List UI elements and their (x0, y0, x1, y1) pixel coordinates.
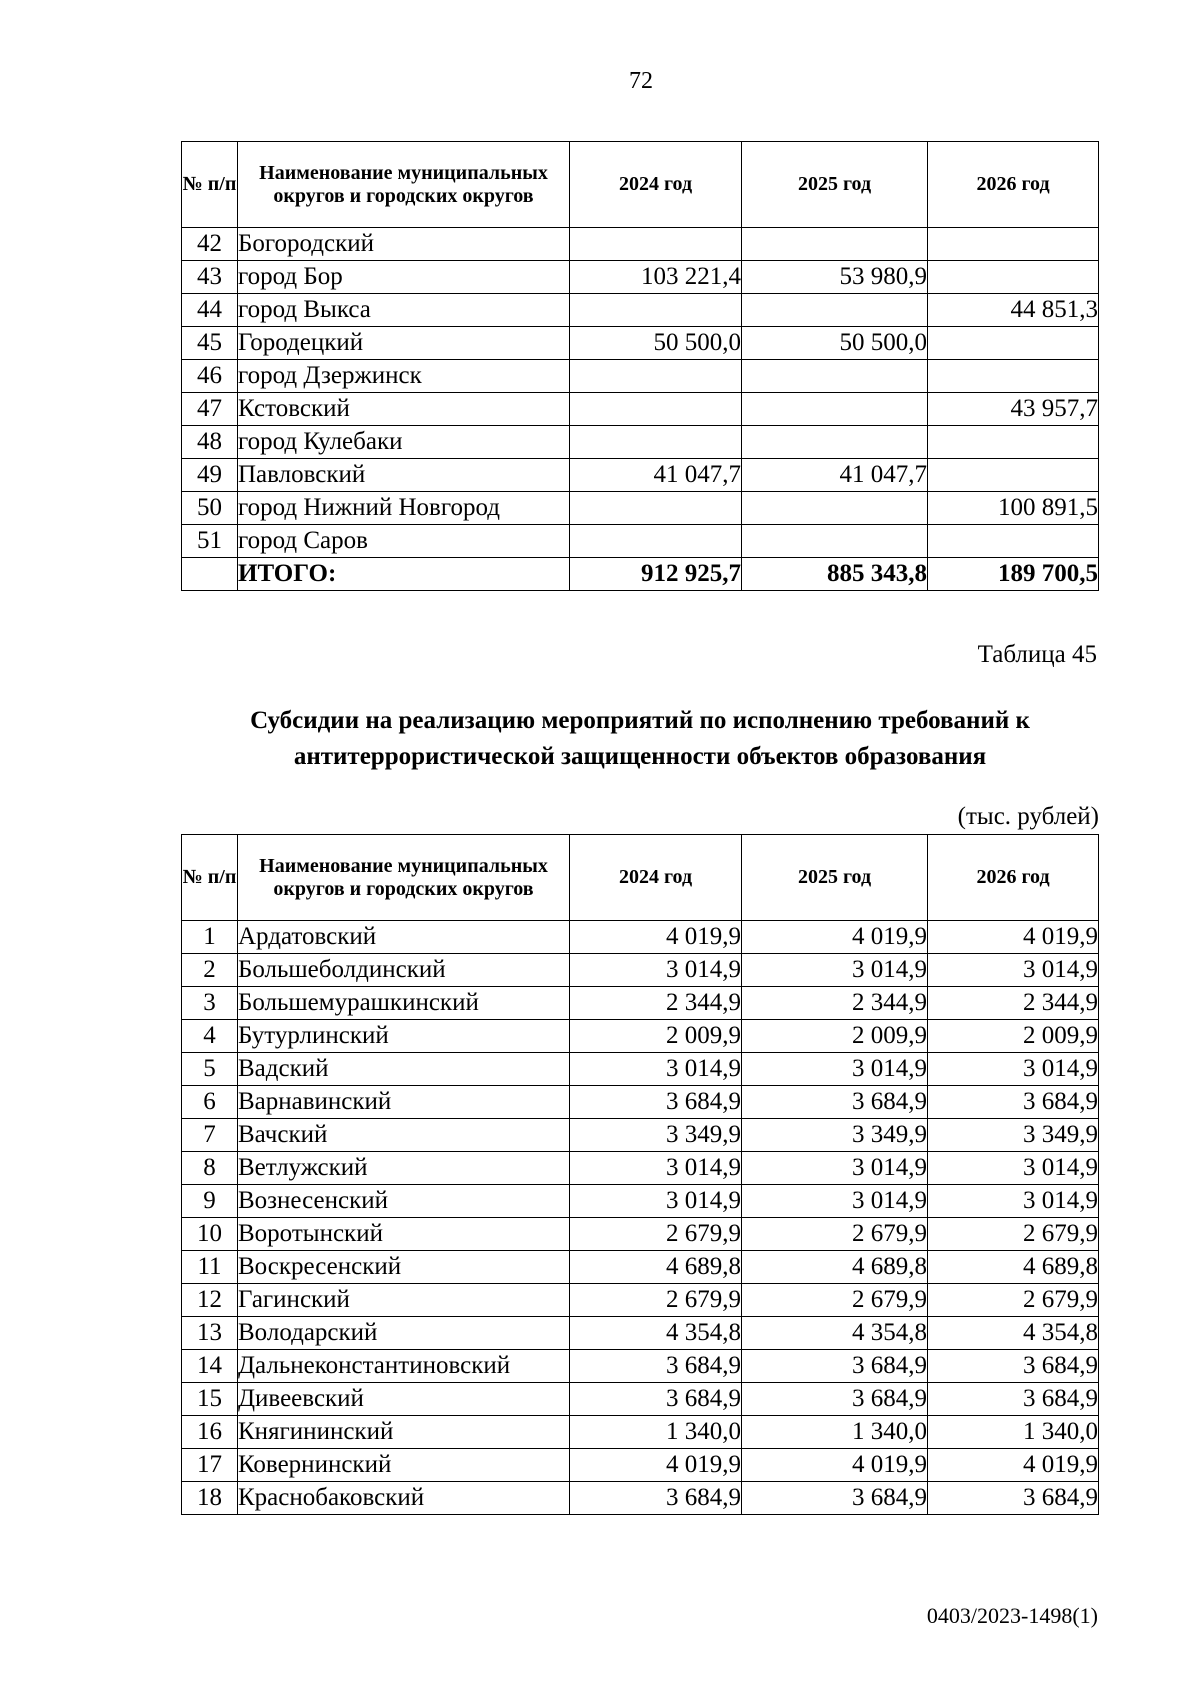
value-2026: 44 851,3 (928, 294, 1099, 327)
row-name: Бутурлинский (238, 1020, 570, 1053)
row-number: 45 (182, 327, 238, 360)
table-44-continuation (181, 141, 1099, 591)
table2-body (182, 835, 1099, 1515)
value-2025: 3 349,9 (742, 1119, 928, 1152)
value-2024: 3 349,9 (570, 1119, 742, 1152)
value-2025: 2 344,9 (742, 987, 928, 1020)
row-number: 43 (182, 261, 238, 294)
table-header-row (182, 142, 1099, 228)
value-2024: 3 014,9 (570, 954, 742, 987)
row-name: Богородский (238, 228, 570, 261)
row-name: Краснобаковский (238, 1482, 570, 1515)
table1-body (182, 142, 1099, 591)
table-row (182, 1152, 1099, 1185)
row-number: 7 (182, 1119, 238, 1152)
value-2025: 2 679,9 (742, 1218, 928, 1251)
table-row (182, 1350, 1099, 1383)
row-number: 6 (182, 1086, 238, 1119)
table-row (182, 1383, 1099, 1416)
value-2024: 3 684,9 (570, 1482, 742, 1515)
value-2026: 3 684,9 (928, 1383, 1099, 1416)
value-2025: 1 340,0 (742, 1416, 928, 1449)
table-row (182, 393, 1099, 426)
row-number: 11 (182, 1251, 238, 1284)
value-2026 (928, 261, 1099, 294)
value-2026: 3 349,9 (928, 1119, 1099, 1152)
header-name: Наименование муниципальных округов и городских округов (238, 142, 570, 228)
value-2024: 3 014,9 (570, 1053, 742, 1086)
row-name: Княгининский (238, 1416, 570, 1449)
value-2024: 3 684,9 (570, 1350, 742, 1383)
value-2026: 4 354,8 (928, 1317, 1099, 1350)
value-2025 (742, 525, 928, 558)
table-row (182, 1317, 1099, 1350)
row-number: 18 (182, 1482, 238, 1515)
row-name: Ветлужский (238, 1152, 570, 1185)
table-row (182, 1053, 1099, 1086)
value-2025: 4 019,9 (742, 921, 928, 954)
table-row (182, 1086, 1099, 1119)
row-name: город Нижний Новгород (238, 492, 570, 525)
value-2025 (742, 492, 928, 525)
value-2026: 2 344,9 (928, 987, 1099, 1020)
row-number: 4 (182, 1020, 238, 1053)
table-row (182, 459, 1099, 492)
value-2025 (742, 294, 928, 327)
row-number: 15 (182, 1383, 238, 1416)
value-2024: 2 344,9 (570, 987, 742, 1020)
value-2026 (928, 525, 1099, 558)
value-2025: 4 354,8 (742, 1317, 928, 1350)
table-row (182, 525, 1099, 558)
table-row (182, 426, 1099, 459)
header-num: № п/п (182, 835, 238, 921)
row-number: 46 (182, 360, 238, 393)
row-number: 14 (182, 1350, 238, 1383)
row-name: город Дзержинск (238, 360, 570, 393)
total-2024: 912 925,7 (570, 558, 742, 591)
table-row (182, 327, 1099, 360)
value-2024 (570, 228, 742, 261)
row-number: 51 (182, 525, 238, 558)
value-2026: 3 014,9 (928, 1185, 1099, 1218)
row-name: город Выкса (238, 294, 570, 327)
value-2025 (742, 360, 928, 393)
row-number: 16 (182, 1416, 238, 1449)
row-number: 12 (182, 1284, 238, 1317)
table-row (182, 1416, 1099, 1449)
value-2026: 3 684,9 (928, 1086, 1099, 1119)
value-2024 (570, 492, 742, 525)
value-2024: 3 684,9 (570, 1383, 742, 1416)
value-2026: 100 891,5 (928, 492, 1099, 525)
value-2026: 43 957,7 (928, 393, 1099, 426)
value-2026 (928, 327, 1099, 360)
total-empty-cell (182, 558, 238, 591)
table-row (182, 261, 1099, 294)
table-title: Субсидии на реализацию мероприятий по исполнению требований к антитеррористической защищенности объектов образования (250, 707, 1030, 770)
row-name: Гагинский (238, 1284, 570, 1317)
header-2026: 2026 год (928, 142, 1099, 228)
row-number: 49 (182, 459, 238, 492)
value-2024 (570, 393, 742, 426)
table-row (182, 228, 1099, 261)
table-row (182, 1482, 1099, 1515)
value-2025: 3 684,9 (742, 1482, 928, 1515)
row-number: 8 (182, 1152, 238, 1185)
row-number: 48 (182, 426, 238, 459)
table-row (182, 294, 1099, 327)
value-2025 (742, 393, 928, 426)
table-row (182, 1119, 1099, 1152)
value-2024: 2 679,9 (570, 1284, 742, 1317)
row-name: Дальнеконстантиновский (238, 1350, 570, 1383)
table-row (182, 1284, 1099, 1317)
value-2026: 2 009,9 (928, 1020, 1099, 1053)
value-2024: 4 689,8 (570, 1251, 742, 1284)
value-2024: 2 679,9 (570, 1218, 742, 1251)
row-name: Вознесенский (238, 1185, 570, 1218)
value-2024 (570, 426, 742, 459)
value-2025: 3 014,9 (742, 954, 928, 987)
table-header-row (182, 835, 1099, 921)
value-2026: 3 014,9 (928, 954, 1099, 987)
value-2025: 3 014,9 (742, 1185, 928, 1218)
value-2025: 53 980,9 (742, 261, 928, 294)
value-2025: 50 500,0 (742, 327, 928, 360)
value-2024 (570, 360, 742, 393)
value-2025: 3 014,9 (742, 1053, 928, 1086)
row-name: Павловский (238, 459, 570, 492)
value-2026 (928, 228, 1099, 261)
value-2024: 4 354,8 (570, 1317, 742, 1350)
value-2026: 3 684,9 (928, 1482, 1099, 1515)
value-2025 (742, 426, 928, 459)
header-2026: 2026 год (928, 835, 1099, 921)
value-2026: 4 689,8 (928, 1251, 1099, 1284)
row-name: Городецкий (238, 327, 570, 360)
total-2026: 189 700,5 (928, 558, 1099, 591)
header-2025: 2025 год (742, 835, 928, 921)
table-row (182, 1020, 1099, 1053)
value-2025: 2 679,9 (742, 1284, 928, 1317)
total-2025: 885 343,8 (742, 558, 928, 591)
table-row (182, 1449, 1099, 1482)
header-name: Наименование муниципальных округов и городских округов (238, 835, 570, 921)
value-2026: 1 340,0 (928, 1416, 1099, 1449)
value-2024 (570, 294, 742, 327)
value-2026 (928, 426, 1099, 459)
value-2024: 50 500,0 (570, 327, 742, 360)
value-2024: 41 047,7 (570, 459, 742, 492)
value-2026: 3 014,9 (928, 1053, 1099, 1086)
row-name: Большемурашкинский (238, 987, 570, 1020)
unit-label: (тыс. рублей) (957, 803, 1099, 830)
row-number: 17 (182, 1449, 238, 1482)
value-2024: 4 019,9 (570, 921, 742, 954)
value-2025: 41 047,7 (742, 459, 928, 492)
value-2024: 1 340,0 (570, 1416, 742, 1449)
row-number: 13 (182, 1317, 238, 1350)
value-2024: 3 014,9 (570, 1185, 742, 1218)
value-2025: 3 684,9 (742, 1350, 928, 1383)
row-name: Вачский (238, 1119, 570, 1152)
table-row (182, 921, 1099, 954)
table-label: Таблица 45 (977, 641, 1097, 668)
value-2024: 2 009,9 (570, 1020, 742, 1053)
value-2025: 3 684,9 (742, 1383, 928, 1416)
row-number: 9 (182, 1185, 238, 1218)
header-2024: 2024 год (570, 142, 742, 228)
table-row (182, 1185, 1099, 1218)
value-2026: 4 019,9 (928, 921, 1099, 954)
row-name: Ардатовский (238, 921, 570, 954)
row-name: Большеболдинский (238, 954, 570, 987)
value-2026: 3 014,9 (928, 1152, 1099, 1185)
row-name: город Саров (238, 525, 570, 558)
value-2026 (928, 459, 1099, 492)
table-row (182, 1251, 1099, 1284)
row-name: Кстовский (238, 393, 570, 426)
row-name: Володарский (238, 1317, 570, 1350)
page-number: 72 (629, 68, 653, 94)
row-number: 1 (182, 921, 238, 954)
row-name: Дивеевский (238, 1383, 570, 1416)
value-2024: 4 019,9 (570, 1449, 742, 1482)
table-row (182, 360, 1099, 393)
value-2025 (742, 228, 928, 261)
row-number: 3 (182, 987, 238, 1020)
value-2025: 4 019,9 (742, 1449, 928, 1482)
value-2025: 3 684,9 (742, 1086, 928, 1119)
document-code: 0403/2023-1498(1) (926, 1603, 1098, 1628)
value-2024: 3 684,9 (570, 1086, 742, 1119)
row-number: 42 (182, 228, 238, 261)
row-name: Варнавинский (238, 1086, 570, 1119)
row-name: город Кулебаки (238, 426, 570, 459)
value-2026 (928, 360, 1099, 393)
row-name: Воскресенский (238, 1251, 570, 1284)
table-row (182, 954, 1099, 987)
header-2024: 2024 год (570, 835, 742, 921)
table-45 (181, 834, 1099, 1515)
row-number: 2 (182, 954, 238, 987)
value-2026: 2 679,9 (928, 1284, 1099, 1317)
total-row (182, 558, 1099, 591)
value-2026: 3 684,9 (928, 1350, 1099, 1383)
row-name: Вадский (238, 1053, 570, 1086)
header-2025: 2025 год (742, 142, 928, 228)
row-number: 47 (182, 393, 238, 426)
row-name: Ковернинский (238, 1449, 570, 1482)
row-number: 5 (182, 1053, 238, 1086)
table-row (182, 987, 1099, 1020)
row-number: 44 (182, 294, 238, 327)
row-number: 50 (182, 492, 238, 525)
value-2024: 3 014,9 (570, 1152, 742, 1185)
value-2026: 2 679,9 (928, 1218, 1099, 1251)
table-row (182, 492, 1099, 525)
row-name: город Бор (238, 261, 570, 294)
value-2024 (570, 525, 742, 558)
value-2026: 4 019,9 (928, 1449, 1099, 1482)
value-2024: 103 221,4 (570, 261, 742, 294)
header-num: № п/п (182, 142, 238, 228)
value-2025: 2 009,9 (742, 1020, 928, 1053)
row-name: Воротынский (238, 1218, 570, 1251)
row-number: 10 (182, 1218, 238, 1251)
value-2025: 4 689,8 (742, 1251, 928, 1284)
table-row (182, 1218, 1099, 1251)
value-2025: 3 014,9 (742, 1152, 928, 1185)
total-label: ИТОГО: (238, 558, 570, 591)
